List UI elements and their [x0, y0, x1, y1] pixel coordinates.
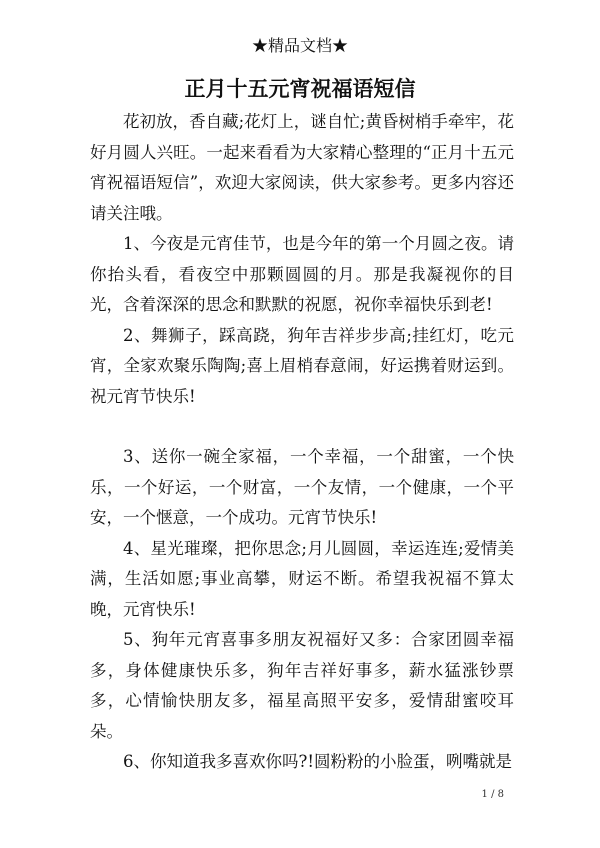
greeting-paragraph-6: 6、你知道我多喜欢你吗?!圆粉粉的小脸蛋，咧嘴就是	[123, 752, 512, 771]
greeting-paragraph-3: 3、送你一碗全家福，一个幸福，一个甜蜜，一个快乐，一个好运，一个财富，一个友情，一个健康，一个平安，一个惬意，一个成功。元宵节快乐!	[90, 447, 514, 527]
greeting-paragraph-5: 5、狗年元宵喜事多朋友祝福好又多：合家团圆幸福多，身体健康快乐多，狗年吉祥好事多，薪水猛涨钞票多，心情愉快朋友多，福星高照平安多，爱情甜蜜咬耳朵。	[90, 630, 514, 741]
document-body	[90, 107, 514, 778]
document-title: 正月十五元宵祝福语短信	[184, 76, 416, 101]
greeting-paragraph-1: 1、今夜是元宵佳节，也是今年的第一个月圆之夜。请你抬头看，看夜空中那颗圆圆的月。那是我凝视你的目光，含着深深的思念和默默的祝愿，祝你幸福快乐到老!	[90, 234, 514, 314]
greeting-paragraph-4: 4、星光璀璨，把你思念;月儿圆圆，幸运连连;爱情美满，生活如愿;事业高攀，财运不断。希望我祝福不算太晚，元宵快乐!	[90, 538, 514, 619]
document-header: ★精品文档★	[251, 36, 348, 55]
intro-paragraph: 花初放，香自藏;花灯上，谜自忙;黄昏树梢手牵牢，花好月圆人兴旺。一起来看看为大家精心整理的“正月十五元宵祝福语短信”，欢迎大家阅读，供大家参考。更多内容还请关注哦。	[90, 112, 514, 223]
paragraph-gap	[90, 412, 514, 442]
greeting-paragraph-2: 2、舞狮子，踩高跷，狗年吉祥步步高;挂红灯，吃元宵，全家欢聚乐陶陶;喜上眉梢春意闹，好运携着财运到。祝元宵节快乐!	[90, 325, 514, 406]
page-number: 1 / 8	[481, 789, 504, 800]
